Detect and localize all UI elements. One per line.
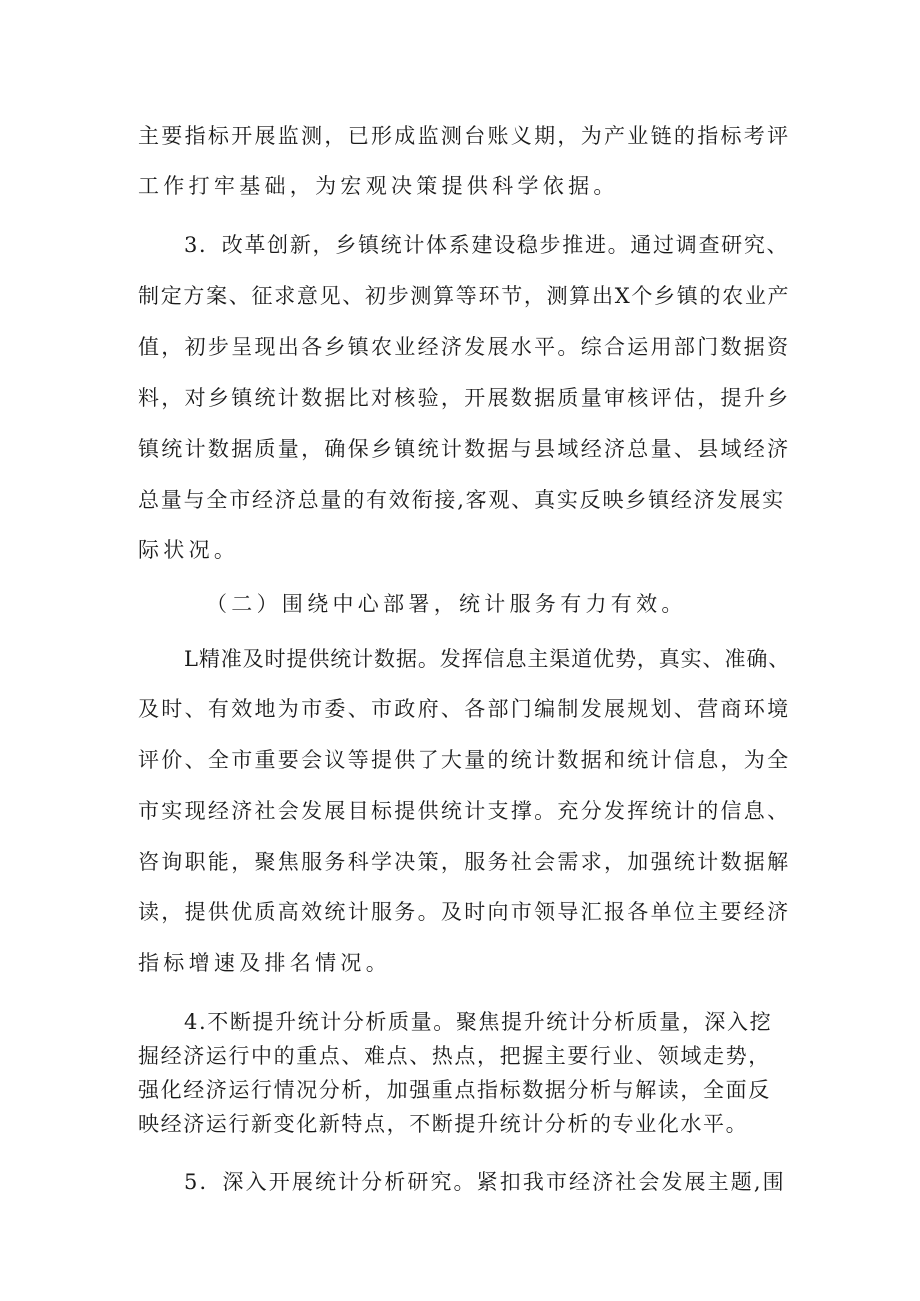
- paragraph-3-line-7: 指标增速及排名情况。: [138, 951, 391, 975]
- paragraph-2-line-3: 值，初步呈现出各乡镇农业经济发展水平。综合运用部门数据资: [138, 335, 791, 359]
- paragraph-3-line-3: 评价、全市重要会议等提供了大量的统计数据和统计信息，为全: [138, 748, 791, 772]
- paragraph-3-line-1: L精准及时提供统计数据。发挥信息主渠道优势，真实、准确、: [184, 647, 791, 671]
- paragraph-3-line-4: 市实现经济社会发展目标提供统计支撑。充分发挥统计的信息、: [138, 799, 791, 823]
- paragraph-3-line-5: 咨询职能，聚焦服务科学决策，服务社会需求，加强统计数据解: [138, 850, 791, 874]
- paragraph-2-line-7: 际状况。: [138, 538, 240, 562]
- paragraph-4-line-4: 映经济运行新变化新特点，不断提升统计分析的专业化水平。: [138, 1112, 749, 1136]
- section-heading: （二）围绕中心部署，统计服务有力有效。: [206, 592, 687, 616]
- paragraph-2-line-6: 总量与全市经济总量的有效衔接,客观、真实反映乡镇经济发展实: [138, 488, 785, 512]
- paragraph-3-line-6: 读，提供优质高效统计服务。及时向市领导汇报各单位主要经济: [138, 900, 791, 924]
- paragraph-2-line-5: 镇统计数据质量，确保乡镇统计数据与县域经济总量、县域经济: [138, 437, 791, 461]
- paragraph-4-line-1: 4.不断提升统计分析质量。聚焦提升统计分析质量，深入挖: [184, 1010, 773, 1034]
- paragraph-2-line-1: 3．改革创新，乡镇统计体系建设稳步推进。通过调查研究、: [184, 233, 790, 257]
- paragraph-4-line-3: 强化经济运行情况分析，加强重点指标数据分析与解读，全面反: [138, 1078, 771, 1102]
- paragraph-2-line-4: 料，对乡镇统计数据比对核验，开展数据质量审核评估，提升乡: [138, 386, 791, 410]
- paragraph-5-line-1: 5．深入开展统计分析研究。紧扣我市经济社会发展主题,围: [184, 1170, 786, 1194]
- paragraph-1-line-1: 主要指标开展监测，已形成监测台账义期，为产业链的指标考评: [138, 124, 791, 148]
- paragraph-3-line-2: 及时、有效地为市委、市政府、各部门编制发展规划、营商环境: [138, 697, 791, 721]
- paragraph-2-line-2: 制定方案、征求意见、初步测算等环节，测算出X个乡镇的农业产: [138, 284, 791, 308]
- paragraph-1-line-2: 工作打牢基础，为宏观决策提供科学依据。: [138, 174, 619, 198]
- paragraph-4-line-2: 掘经济运行中的重点、难点、热点，把握主要行业、领域走势，: [138, 1044, 771, 1068]
